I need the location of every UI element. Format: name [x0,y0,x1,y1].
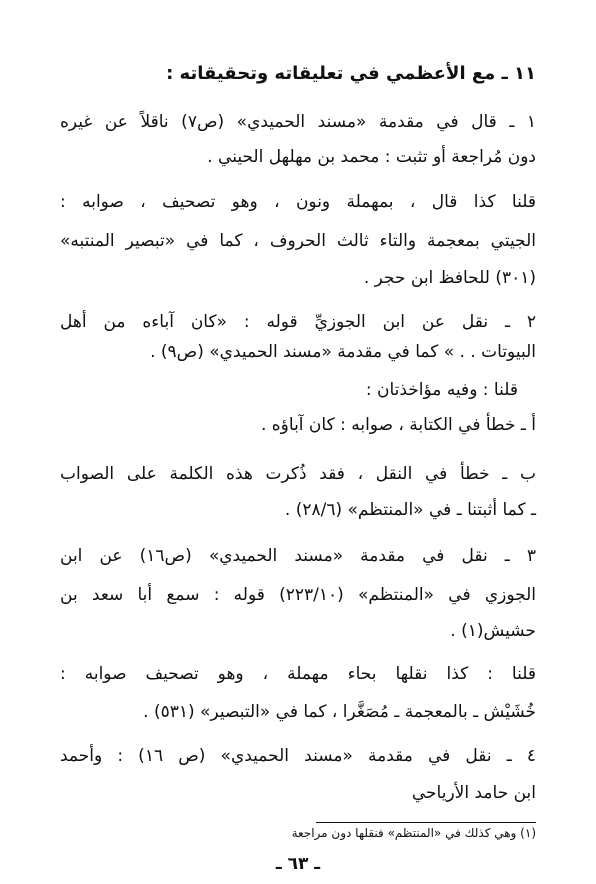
text-line: دون مُراجعة أو تثبت : محمد بن مهلهل الحيني . [207,147,536,167]
footnote: (١) وهي كذلك في «المنتظم» فنقلها دون مراجعة [291,826,536,840]
page [60,0,536,884]
page-number: ـ ٦٣ ـ [275,854,321,874]
text-line: حشيش(١) . [450,621,536,641]
text-line: قلنا كذا قال ، بمهملة ونون ، وهو تصحيف ، صوابه : [60,192,536,212]
text-line: (٣٠١) للحافظ ابن حجر . [363,268,536,288]
text-line: ب ـ خطأ في النقل ، فقد ذُكرت هذه الكلمة على الصواب [60,464,536,484]
text-line: ١ ـ قال في مقدمة «مسند الحميدي» (ص٧) ناقلاً عن غيره [60,112,536,132]
text-line: قلنا : وفيه مؤاخذتان : [365,380,518,400]
text-line: ابن حامد الأرياحي [411,783,536,803]
text-line: ٢ ـ نقل عن ابن الجوزيِّ قوله : «كان آباءه من أهل [60,312,536,332]
text-line: خُشَيْش ـ بالمعجمة ـ مُصَغَّرا ، كما في «التبصير» (٥٣١) . [143,702,536,722]
text-line: ٣ ـ نقل في مقدمة «مسند الحميدي» (ص١٦) عن ابن [60,546,536,566]
section-heading: ١١ ـ مع الأعظمي في تعليقاته وتحقيقاته : [166,63,536,84]
text-line: الجيتي بمعجمة والتاء ثالث الحروف ، كما في «تبصير المنتبه» [60,231,536,251]
text-line: الجوزي في «المنتظم» (٢٢٣/١٠) قوله : سمع أبا سعد بن [60,585,536,605]
text-line: قلنا : كذا نقلها بحاء مهملة ، وهو تصحيف صوابه : [60,664,536,684]
footnote-divider [316,822,536,823]
text-line: أ ـ خطأ في الكتابة ، صوابه : كان آباؤه . [260,415,536,435]
text-line: ـ كما أثبتنا ـ في «المنتظم» (٢٨/٦) . [284,500,536,520]
text-line: البيوتات . . » كما في مقدمة «مسند الحميدي» (ص٩) . [150,342,536,362]
text-line: ٤ ـ نقل في مقدمة «مسند الحميدي» (ص ١٦) : وأحمد [60,746,536,766]
